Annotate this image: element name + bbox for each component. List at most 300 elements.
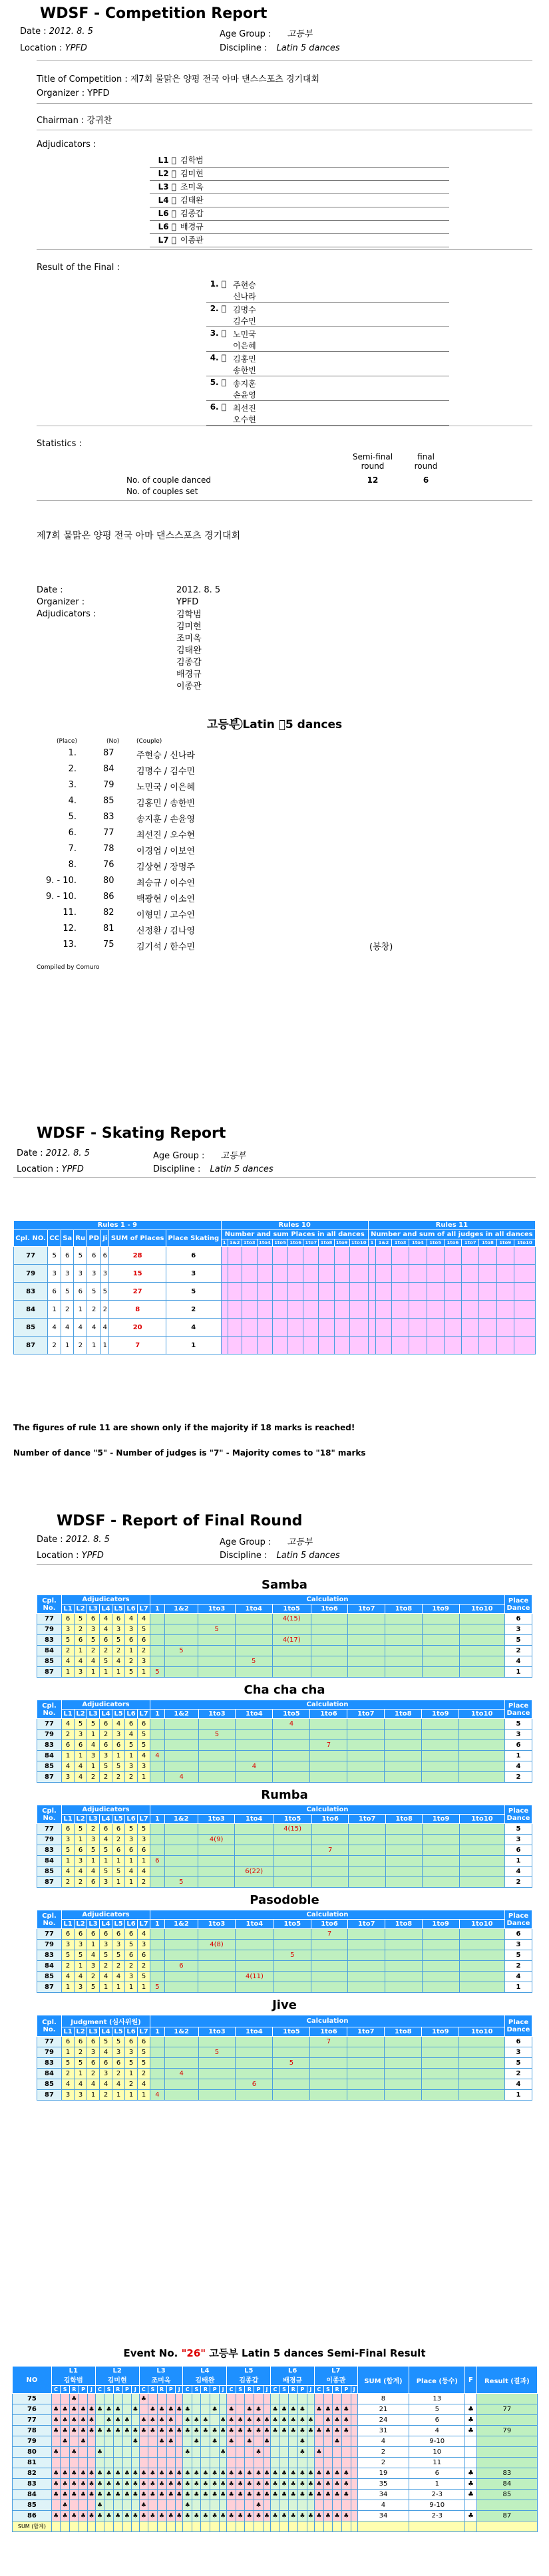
semi-mark: ♣ (69, 2415, 79, 2426)
result-partner-b: 신나라 (233, 292, 256, 301)
semi-mark: ♣ (148, 2468, 157, 2479)
judge-mark: 5 (125, 1824, 138, 1835)
summary-adj-label: Adjudicators : (37, 609, 96, 619)
sk-date: 2012. 8. 5 (45, 1148, 90, 1158)
sum-cell (88, 2521, 95, 2532)
result-partner-a: 주현승 (233, 281, 256, 290)
semi-mark (307, 2394, 314, 2404)
calc-cell: 6 (236, 2079, 273, 2090)
semi-mark (227, 2394, 236, 2404)
calc-cell (311, 1950, 348, 1961)
table-row (37, 1740, 532, 1751)
semi-mark: ♣ (333, 2479, 342, 2490)
calc-cell (423, 1867, 459, 1877)
calc-cell (164, 2090, 198, 2101)
sum-cell (95, 2521, 104, 2532)
semi-place: 13 (409, 2394, 465, 2404)
rule-cell (514, 1265, 535, 1283)
semi-mark: ♣ (88, 2479, 95, 2490)
col-dance: J (176, 2386, 183, 2394)
judge-name: 김미현 (107, 2377, 127, 2384)
semi-mark (139, 2447, 148, 2458)
semi-mark (166, 2394, 176, 2404)
ranking-row (37, 812, 502, 828)
col-calc-sub: 1to6 (312, 1815, 349, 1824)
dance-place: 3 (74, 1265, 87, 1283)
semi-no: 85 (13, 2500, 52, 2511)
calc-cell (198, 2058, 236, 2069)
semi-mark: ♣ (263, 2436, 270, 2447)
judge-mark: 1 (125, 1751, 138, 1761)
adjudicator-row (150, 194, 449, 207)
col-judge (315, 2367, 358, 2386)
ranking-row (37, 860, 502, 876)
col-sub: 1 (368, 1239, 375, 1247)
calc-cell (385, 1667, 423, 1678)
semi-mark: ♣ (210, 2468, 220, 2479)
col-sub: 1to9 (334, 1239, 349, 1247)
skating-note-2: Number of dance "5" - Number of judges is "7" - Majority comes to "18" marks (13, 1448, 366, 1458)
rule-cell (479, 1247, 496, 1265)
rule-cell (479, 1319, 496, 1337)
col-judge: L1 (62, 2027, 75, 2037)
skating-place: 2 (166, 1301, 221, 1319)
calc-cell (164, 1982, 198, 1993)
calc-cell (385, 1824, 422, 1835)
rule-cell (444, 1283, 461, 1301)
header-row (37, 2015, 532, 2027)
calc-cell (422, 1646, 459, 1656)
adjudicator-row (150, 221, 449, 234)
rule-cell (444, 1247, 461, 1265)
result-place: 4. ⃝ (210, 353, 226, 362)
table-row (37, 1929, 532, 1940)
calc-cell (310, 1730, 347, 1740)
semi-mark (166, 2500, 176, 2511)
semi-mark (132, 2394, 139, 2404)
judge-mark: 1 (125, 1877, 138, 1888)
judge-mark: 1 (100, 1982, 112, 1993)
semi-mark: ♣ (139, 2479, 148, 2490)
calc-cell (459, 1667, 504, 1678)
semi-mark (88, 2447, 95, 2458)
semi-mark: ♣ (61, 2490, 69, 2500)
fr-date: 2012. 8. 5 (65, 1535, 110, 1545)
calc-cell (235, 1929, 274, 1940)
judge-mark: 2 (75, 1877, 87, 1888)
rule-cell (242, 1301, 257, 1319)
col-calc-sub: 1to7 (349, 1815, 385, 1824)
semi-mark: ♣ (254, 2511, 264, 2521)
col-calc-sub: 1to4 (235, 1920, 274, 1929)
calc-cell (385, 2037, 422, 2047)
col-judge (95, 2367, 139, 2386)
semi-mark (254, 2394, 264, 2404)
table-row (37, 1667, 532, 1678)
col-calc: Calculation (150, 1805, 505, 1815)
table-row (13, 2500, 538, 2511)
rank-couple: 노민국 / 이은혜 (136, 783, 195, 793)
semi-mark: ♣ (88, 2511, 95, 2521)
col-dance: J (219, 2386, 226, 2394)
semi-mark: ♣ (333, 2404, 342, 2415)
final-header: final round (414, 452, 438, 471)
calc-cell (423, 1856, 459, 1867)
rule-cell (228, 1337, 242, 1354)
semi-mark: ♣ (263, 2490, 270, 2500)
semi-mark (88, 2458, 95, 2468)
calc-cell (347, 2079, 385, 2090)
judge-mark: 3 (112, 2047, 125, 2058)
judge-mark: 5 (100, 1761, 112, 1772)
semi-no: 81 (13, 2458, 52, 2468)
semi-mark: ♣ (271, 2479, 280, 2490)
calc-cell (459, 1972, 504, 1982)
calc-cell (272, 1667, 311, 1678)
semi-mark: ♣ (132, 2426, 139, 2436)
semi-mark: ♣ (122, 2479, 132, 2490)
calc-cell (273, 1751, 310, 1761)
semi-mark (298, 2458, 307, 2468)
judge-mark: 1 (125, 2069, 138, 2079)
calc-cell (347, 1761, 385, 1772)
semi-mark (245, 2394, 254, 2404)
semi-mark: ♣ (307, 2468, 314, 2479)
judge-mark: 5 (87, 1845, 100, 1856)
judge-mark: 3 (62, 1940, 75, 1950)
judge-mark: 4 (100, 1614, 112, 1624)
table-row (13, 2415, 538, 2426)
judge-mark: 3 (87, 1961, 100, 1972)
judge-mark: 5 (62, 1950, 75, 1961)
rule-cell (479, 1283, 496, 1301)
table-row (37, 1961, 532, 1972)
semi-mark (333, 2394, 342, 2404)
col-judge: L4 (100, 2027, 112, 2037)
cpl-no: 87 (14, 1337, 48, 1354)
judge-mark: 6 (62, 1929, 75, 1940)
calc-cell (459, 1877, 504, 1888)
semi-mark: ♣ (122, 2468, 132, 2479)
sum-places: 8 (109, 1301, 166, 1319)
adjudicator-name: 이종관 (180, 235, 204, 245)
rule-cell (303, 1283, 319, 1301)
organizer-label: Organizer : (37, 88, 85, 98)
semi-mark: ♣ (166, 2415, 176, 2426)
sum-cell (51, 2521, 61, 2532)
semi-f: ♣ (465, 2468, 476, 2479)
semi-mark: ♣ (157, 2426, 166, 2436)
sum-cell (307, 2521, 314, 2532)
semi-mark: ♣ (263, 2511, 270, 2521)
rank-no: 83 (103, 812, 114, 822)
cpl-no: 85 (37, 1761, 62, 1772)
semi-mark: ♣ (183, 2426, 192, 2436)
col-calc-sub: 1 (150, 1710, 165, 1719)
rank-place: 8. (68, 860, 77, 870)
adjudicator-name: 김미현 (180, 169, 204, 178)
semi-mark: ♣ (157, 2404, 166, 2415)
semi-mark: ♣ (104, 2426, 113, 2436)
semi-title-post: 고등부 Latin 5 dances Semi-Final Result (206, 2347, 426, 2359)
danced-final: 6 (423, 475, 429, 485)
judge-mark: 6 (138, 1845, 150, 1856)
rank-no: 85 (103, 796, 114, 806)
semi-mark (227, 2458, 236, 2468)
rule-cell (409, 1283, 427, 1301)
semi-mark: ♣ (132, 2436, 139, 2447)
calc-cell (422, 1667, 459, 1678)
semi-mark (210, 2447, 220, 2458)
semi-mark (104, 2447, 113, 2458)
judge-mark: 6 (87, 2037, 100, 2047)
dance-name: Rumba (261, 1788, 308, 1802)
judge-mark: 6 (138, 1950, 150, 1961)
table-row (13, 2426, 538, 2436)
rule-cell (368, 1265, 375, 1283)
sum-cell (271, 2521, 280, 2532)
semi-mark: ♣ (254, 2468, 264, 2479)
divider (37, 60, 532, 61)
sum-cell (139, 2521, 148, 2532)
result-label: Result of the Final : (37, 263, 120, 273)
calc-cell (198, 2079, 236, 2090)
rule-cell (228, 1247, 242, 1265)
calc-cell (311, 1940, 348, 1950)
rule-cell (409, 1247, 427, 1265)
judge-mark: 4 (112, 1972, 125, 1982)
dance-place: 6 (61, 1247, 74, 1265)
header-row (37, 1605, 532, 1614)
sum-cell (245, 2521, 254, 2532)
calc-cell: 4(15) (272, 1614, 311, 1624)
summary-adj-list (176, 609, 202, 693)
judge-mark: 2 (62, 1646, 75, 1656)
sum-cell (357, 2521, 409, 2532)
calc-cell (198, 1646, 236, 1656)
judge-mark: 5 (138, 1740, 150, 1751)
semi-mark: ♣ (201, 2415, 210, 2426)
semi-mark: ♣ (342, 2415, 351, 2426)
calc-cell (459, 2058, 505, 2069)
col-calc-sub: 1to5 (273, 2027, 310, 2037)
rule-cell (303, 1319, 319, 1337)
col-dance: C (139, 2386, 148, 2394)
rule-cell (228, 1265, 242, 1283)
calc-cell (150, 1719, 165, 1730)
semi-mark: ♣ (323, 2415, 332, 2426)
dance-place: 2 (61, 1301, 74, 1319)
semi-mark (351, 2394, 357, 2404)
rule-cell (272, 1301, 287, 1319)
rank-couple: 이형민 / 고수연 (136, 910, 195, 920)
col-calc-sub: 1to7 (348, 1605, 385, 1614)
semi-mark: ♣ (51, 2415, 61, 2426)
ranking-row (37, 764, 502, 780)
rule-cell (514, 1301, 535, 1319)
col-dance: R (157, 2386, 166, 2394)
col-place: Place (등수) (409, 2367, 465, 2394)
col-calc-sub: 1to9 (422, 2027, 459, 2037)
col-judge: L7 (138, 2027, 150, 2037)
semi-mark: ♣ (323, 2468, 332, 2479)
semi-mark: ♣ (263, 2426, 270, 2436)
semi-place: 11 (409, 2458, 465, 2468)
result-partner-b: 이은혜 (233, 341, 256, 350)
col-judge (51, 2367, 95, 2386)
semi-mark: ♣ (227, 2490, 236, 2500)
judge-mark: 2 (125, 2079, 138, 2090)
semi-result: 79 (476, 2426, 537, 2436)
judge-mark: 6 (138, 1635, 150, 1646)
semi-mark: ♣ (51, 2468, 61, 2479)
calc-cell (459, 1614, 504, 1624)
semi-mark: ♣ (183, 2404, 192, 2415)
judge-mark: 3 (75, 1982, 87, 1993)
rule-cell (409, 1265, 427, 1283)
col-sub: 1to7 (462, 1239, 479, 1247)
header-row (37, 1710, 532, 1719)
dance-section (37, 1578, 532, 1678)
rule-cell (288, 1301, 303, 1319)
semi-mark: ♣ (79, 2511, 88, 2521)
calc-cell (310, 1761, 347, 1772)
fr-age-row (220, 1535, 312, 1547)
semi-mark: ♣ (236, 2511, 244, 2521)
semi-mark (236, 2447, 244, 2458)
semi-mark (279, 2436, 288, 2447)
semi-mark: ♣ (219, 2415, 226, 2426)
judge-mark: 4 (112, 1719, 125, 1730)
table-row (37, 1972, 532, 1982)
judge-mark: 4 (62, 1972, 75, 1982)
judge-mark: 5 (62, 1635, 75, 1646)
col-adj: Judgment (심사위원) (62, 2015, 150, 2027)
col-judge: L2 (75, 1710, 87, 1719)
col-calc: Calculation (150, 1595, 505, 1605)
semi-mark: ♣ (307, 2490, 314, 2500)
judge-mark: 4 (138, 1867, 150, 1877)
semi-mark (315, 2415, 324, 2426)
calc-cell (273, 2079, 310, 2090)
semi-mark: ♣ (183, 2468, 192, 2479)
table-row (37, 2090, 532, 2101)
judge-mark: 4 (75, 1761, 87, 1772)
judge-mark: 4 (87, 2079, 100, 2090)
calc-cell (385, 2090, 422, 2101)
judge-mark: 3 (138, 1835, 150, 1845)
calc-cell (150, 1730, 165, 1740)
rule-cell (514, 1337, 535, 1354)
calc-cell (348, 1667, 385, 1678)
semi-mark: ♣ (245, 2468, 254, 2479)
semi-mark (351, 2404, 357, 2415)
dance-place: 2 (101, 1301, 109, 1319)
cpl-no: 84 (37, 1856, 62, 1867)
calc-cell (310, 2079, 347, 2090)
judge-mark: 2 (62, 2069, 75, 2079)
judge-mark: 2 (138, 2069, 150, 2079)
semi-mark (279, 2394, 288, 2404)
calc-cell (385, 1961, 423, 1972)
divider (37, 1564, 532, 1565)
semi-mark (132, 2458, 139, 2468)
rule-cell (221, 1301, 228, 1319)
dance-section (37, 1788, 532, 1888)
col-sub: 1to3 (242, 1239, 257, 1247)
semi-mark: ♣ (254, 2415, 264, 2426)
semi-mark (315, 2458, 324, 2468)
semi-mark: ♣ (201, 2511, 210, 2521)
col-calc-sub: 1 (150, 1815, 165, 1824)
dance-table (37, 2015, 532, 2101)
semi-mark: ♣ (61, 2511, 69, 2521)
calc-cell: 5 (198, 1624, 236, 1635)
semi-no: 83 (13, 2479, 52, 2490)
judge-name: 김종갑 (239, 2377, 259, 2384)
semi-mark: ♣ (227, 2511, 236, 2521)
rule-cell (462, 1283, 479, 1301)
col-dance: R (201, 2386, 210, 2394)
dance-table (37, 1595, 532, 1678)
judge-mark: 1 (75, 1961, 87, 1972)
calc-cell (274, 1835, 312, 1845)
semi-mark (69, 2436, 79, 2447)
judge-mark: 5 (112, 2037, 125, 2047)
calc-cell (236, 1730, 273, 1740)
judge-mark: 5 (100, 2037, 112, 2047)
col-calc-sub: 1&2 (164, 1920, 198, 1929)
judge-mark: 3 (125, 1624, 138, 1635)
cpl-no: 85 (37, 1656, 62, 1667)
semi-mark (323, 2436, 332, 2447)
rank-couple: 최승규 / 이수연 (136, 878, 195, 888)
col-calc-sub: 1to3 (198, 2027, 236, 2037)
judge-mark: 1 (75, 2069, 87, 2079)
semi-mark (323, 2458, 332, 2468)
judge-mark: 1 (125, 1982, 138, 1993)
place-dance: 3 (505, 1624, 532, 1635)
col-dance: P (210, 2386, 220, 2394)
col-judge: L6 (125, 1920, 138, 1929)
fr-age: 고등부 (287, 1537, 313, 1547)
col-cpl: Cpl. No. (37, 1700, 62, 1719)
calc-cell (459, 1950, 504, 1961)
rule-cell (514, 1319, 535, 1337)
table-row (13, 2468, 538, 2479)
calc-cell (274, 1856, 312, 1867)
result-partner-b: 오수현 (233, 415, 256, 424)
judge-mark: 2 (112, 1961, 125, 1972)
rank-place: 1. (68, 748, 77, 758)
semi-no: 76 (13, 2404, 52, 2415)
chairman-label: Chairman : (37, 116, 85, 126)
judge-mark: 3 (75, 2090, 87, 2101)
place-dance: 3 (505, 2047, 532, 2058)
semi-mark (61, 2458, 69, 2468)
semi-mark (323, 2447, 332, 2458)
calc-cell: 4 (150, 2090, 165, 2101)
rule-cell (479, 1301, 496, 1319)
calc-cell (198, 1877, 234, 1888)
cpl-no: 77 (37, 1719, 62, 1730)
calc-cell (198, 1635, 236, 1646)
calc-cell (235, 1856, 274, 1867)
judge-mark: 2 (75, 2047, 87, 2058)
semi-result: 87 (476, 2511, 537, 2521)
place-dance: 4 (505, 1972, 532, 1982)
semi-mark (157, 2394, 166, 2404)
